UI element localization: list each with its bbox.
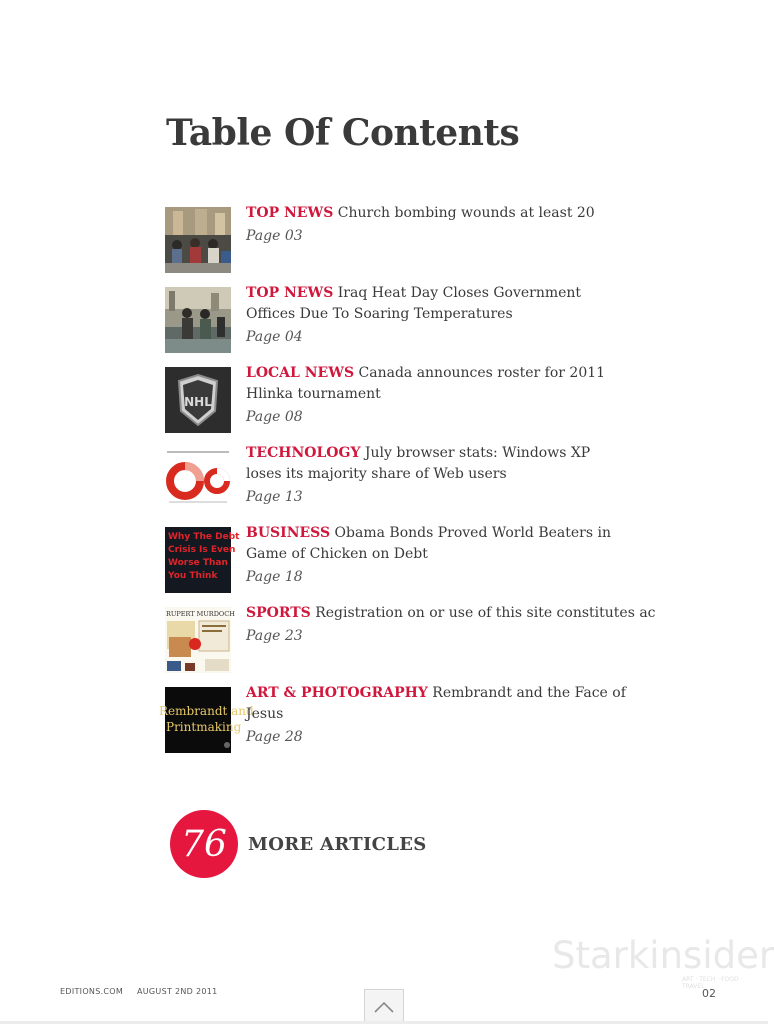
more-articles-count-badge[interactable]: 76 (170, 810, 238, 878)
more-articles-link[interactable] (170, 810, 427, 878)
thumb-text: Why The Debt (168, 532, 240, 542)
watermark-subtitle: ART · TECH · FOOD · TRAVEL (682, 976, 743, 990)
category-label: LOCAL NEWS (246, 365, 355, 381)
toc-item[interactable] (165, 207, 625, 287)
toc-list (159, 205, 656, 767)
toc-item[interactable] (165, 447, 625, 527)
page-reference: Page 18 (246, 569, 303, 585)
headline-text: Rembrandt and the Face of Jesus (246, 685, 626, 722)
page-reference: Page 03 (246, 228, 303, 244)
page-reference: Page 28 (246, 729, 303, 745)
scroll-up-button[interactable] (364, 989, 404, 1024)
thumbnail-image[interactable] (165, 287, 231, 353)
page-reference: Page 08 (246, 409, 303, 425)
page-number: 02 (702, 987, 716, 1000)
category-label: ART & PHOTOGRAPHY (246, 685, 428, 701)
toc-headline[interactable] (246, 523, 626, 565)
footer-date: AUGUST 2ND 2011 (137, 987, 218, 996)
page-title: Table Of Contents (166, 112, 520, 154)
headline-text: Iraq Heat Day Closes Government Offices Due To Soaring Temperatures (246, 285, 582, 322)
headline-text: Registration on or use of this site constitutes ac (315, 605, 656, 621)
toc-headline[interactable] (246, 603, 656, 624)
category-label: BUSINESS (246, 525, 331, 541)
toc-headline[interactable] (246, 683, 626, 725)
thumbnail-image[interactable] (159, 687, 254, 753)
toc-headline[interactable] (246, 203, 626, 224)
toc-headline[interactable] (246, 443, 626, 485)
watermark-text: Starkinsider (552, 934, 774, 977)
category-label: TOP NEWS (246, 285, 334, 301)
headline-text: Church bombing wounds at least 20 (337, 205, 595, 221)
toc-item[interactable] (165, 527, 625, 607)
toc-item[interactable] (165, 605, 656, 687)
headline-text: July browser stats: Windows XP loses its majority share of Web users (246, 445, 591, 482)
thumbnail-image[interactable] (165, 207, 231, 273)
page-reference: Page 23 (246, 628, 303, 644)
thumbnail-image[interactable] (165, 607, 235, 673)
thumb-text: Printmaking (166, 720, 242, 734)
category-label: TOP NEWS (246, 205, 334, 221)
more-articles-label[interactable]: MORE ARTICLES (248, 833, 427, 855)
thumbnail-image[interactable] (165, 367, 231, 433)
headline-text: Canada announces roster for 2011 Hlinka tournament (246, 365, 606, 402)
thumb-text: RUPERT MURDOCH (166, 610, 235, 618)
page-reference: Page 13 (246, 489, 303, 505)
toc-headline[interactable] (246, 283, 626, 325)
category-label: SPORTS (246, 605, 311, 621)
headline-text: Obama Bonds Proved World Beaters in Game of Chicken on Debt (246, 525, 611, 562)
thumbnail-image[interactable] (165, 527, 240, 593)
page-reference: Page 04 (246, 329, 303, 345)
toc-item[interactable] (165, 287, 625, 367)
toc-item[interactable] (165, 367, 625, 447)
thumb-text: Rembrandt and (159, 704, 254, 718)
footer-site: EDITIONS.COM (60, 987, 124, 996)
svg-text:NHL: NHL (184, 395, 212, 409)
thumb-text: You Think (168, 571, 218, 581)
chevron-up-icon (373, 1000, 395, 1014)
thumb-text: Worse Than (168, 558, 228, 568)
toc-headline[interactable] (246, 363, 626, 405)
thumb-text: Crisis Is Even (168, 545, 236, 555)
toc-item[interactable] (159, 685, 626, 767)
category-label: TECHNOLOGY (246, 445, 361, 461)
thumbnail-image[interactable] (165, 447, 231, 513)
